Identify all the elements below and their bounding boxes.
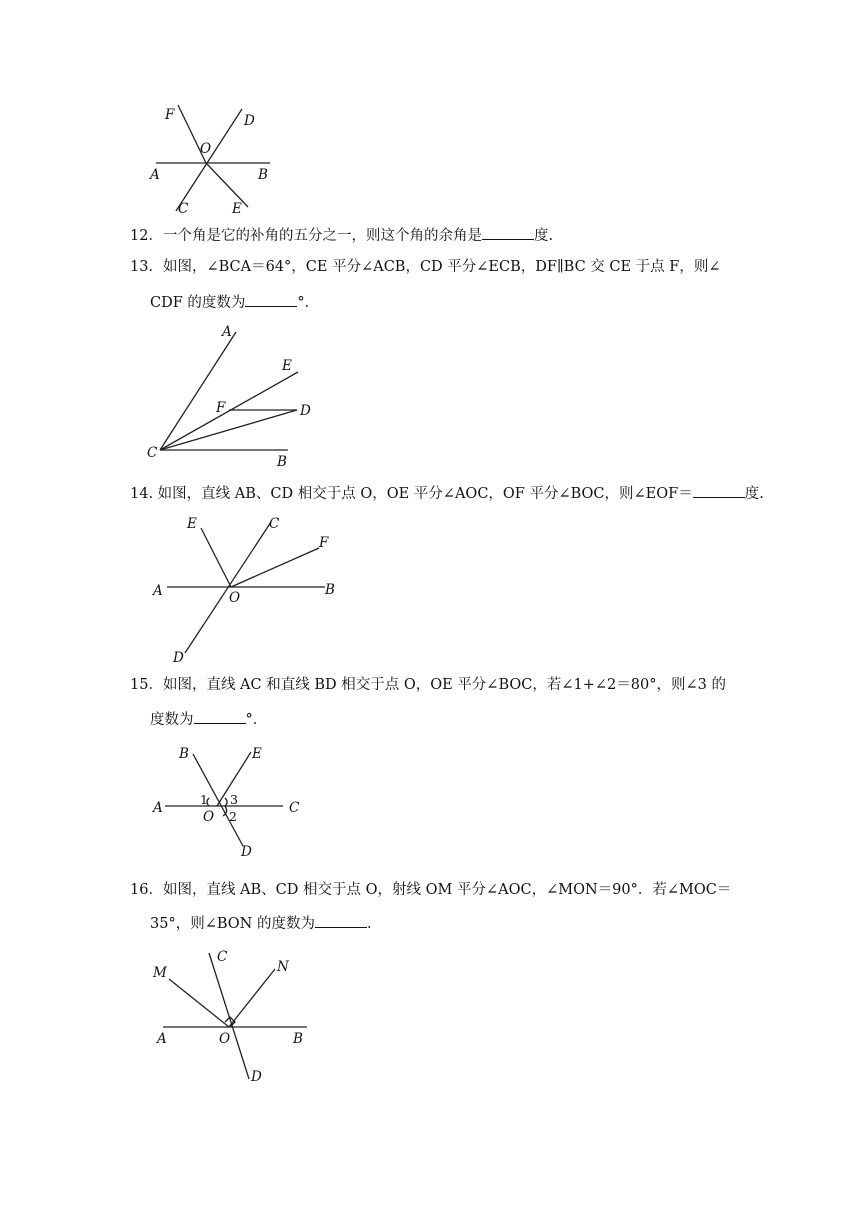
label-f: F	[165, 107, 175, 123]
ray-of	[231, 548, 319, 587]
label-f: F	[216, 400, 226, 416]
label-e: E	[187, 516, 197, 532]
question-16-suffix: ．	[366, 916, 382, 932]
label-c: C	[289, 800, 300, 816]
label-a: A	[153, 583, 163, 599]
question-13-line2	[150, 292, 319, 313]
answer-blank-14[interactable]	[693, 483, 745, 498]
question-16-line1	[130, 880, 731, 900]
label-d: D	[241, 844, 252, 860]
ray-ce	[160, 372, 298, 450]
figure-q15	[145, 740, 315, 860]
label-n: N	[277, 959, 289, 975]
label-c: C	[147, 445, 158, 461]
question-13-line1	[130, 257, 721, 277]
label-b: B	[293, 1031, 303, 1047]
line-dc	[176, 109, 242, 211]
question-12	[130, 225, 553, 246]
label-b: B	[325, 582, 335, 598]
label-d: D	[173, 650, 184, 666]
question-13-text-2: CDF 的度数为	[150, 295, 246, 311]
label-c: C	[178, 201, 189, 217]
label-o: O	[229, 590, 241, 606]
label-e: E	[252, 746, 262, 762]
label-a: A	[157, 1031, 167, 1047]
label-e: E	[282, 358, 292, 374]
label-b: B	[258, 167, 268, 183]
question-12-suffix: 度.	[533, 228, 554, 244]
question-14	[130, 483, 764, 504]
ray-cd	[160, 410, 297, 450]
label-o: O	[200, 141, 212, 157]
label-angle-1: 1	[200, 792, 208, 807]
figure-q11	[140, 95, 290, 220]
angle-arc-3	[225, 798, 227, 806]
figure-q14	[145, 510, 355, 665]
answer-blank-12[interactable]	[482, 225, 534, 240]
label-o: O	[219, 1031, 231, 1047]
label-o: O	[203, 809, 215, 825]
answer-blank-15[interactable]	[194, 709, 246, 724]
question-14-text: 14. 如图，直线 AB、CD 相交于点 O，OE 平分∠AOC，OF 平分∠BOC，则∠EOF＝	[130, 486, 693, 502]
question-15-suffix: °．	[245, 712, 268, 728]
label-b: B	[277, 454, 287, 470]
answer-blank-16[interactable]	[315, 913, 367, 928]
ray-on	[229, 969, 275, 1027]
label-a: A	[222, 324, 232, 340]
label-m: M	[153, 965, 167, 981]
figure-q16	[145, 945, 325, 1095]
answer-blank-13[interactable]	[245, 292, 297, 307]
label-a: A	[153, 800, 163, 816]
label-d: D	[244, 113, 255, 129]
question-16-text: 16．如图，直线 AB、CD 相交于点 O，射线 OM 平分∠AOC，∠MON＝90°．若∠MOC＝	[130, 882, 732, 898]
label-angle-3: 3	[230, 792, 238, 807]
label-angle-2: 2	[229, 809, 237, 824]
question-13-text: 13．如图，∠BCA＝64°，CE 平分∠ACB，CD 平分∠ECB，DF∥BC 交 CE 于点 F，则∠	[130, 259, 721, 275]
question-15-line1	[130, 675, 726, 695]
label-c: C	[269, 516, 280, 532]
question-15-text: 15．如图，直线 AC 和直线 BD 相交于点 O，OE 平分∠BOC，若∠1+∠2＝80°，则∠3 的	[130, 677, 726, 693]
ray-oe	[201, 528, 231, 587]
figure-q13	[140, 320, 340, 470]
question-16-line2	[150, 913, 381, 934]
ray-ca	[160, 332, 236, 450]
label-d: D	[300, 403, 311, 419]
label-c: C	[217, 949, 228, 965]
label-f: F	[319, 535, 329, 551]
label-d: D	[251, 1069, 262, 1085]
question-13-suffix: °．	[297, 295, 320, 311]
question-15-text-2: 度数为	[150, 712, 194, 728]
label-e: E	[232, 201, 242, 217]
question-14-suffix: 度.	[744, 486, 764, 502]
question-12-text: 12．一个角是它的补角的五分之一，则这个角的余角是	[130, 228, 482, 244]
label-a: A	[150, 167, 160, 183]
question-15-line2	[150, 709, 267, 730]
question-16-text-2: 35°，则∠BON 的度数为	[150, 916, 315, 932]
label-b: B	[179, 746, 189, 762]
